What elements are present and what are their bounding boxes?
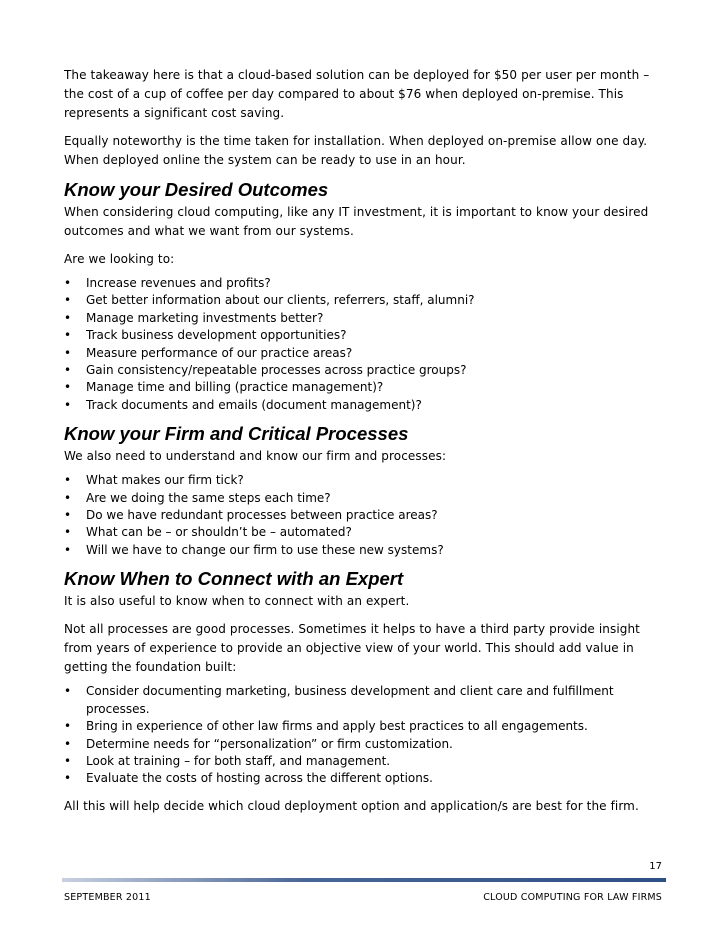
list-item	[64, 753, 664, 770]
paragraph-cost: The takeaway here is that a cloud-based solution can be deployed for $50 per user per month – the cost of a cup of coffee per day compared to about $76 when deployed on-premise. This represents a significant cost saving.	[64, 68, 650, 120]
list-item	[64, 397, 664, 414]
heading-desired-outcomes: Know your Desired Outcomes	[64, 179, 329, 200]
list-item	[64, 770, 664, 787]
list-item-text: Increase revenues and profits?	[86, 276, 271, 290]
list-item	[64, 542, 664, 559]
list-item	[64, 310, 664, 327]
expert-body: Not all processes are good processes. Sometimes it helps to have a third party provide insight from years of experience to provide an objective view of your world. This should add value in getting the foundation built:	[64, 622, 640, 675]
list-item-text: What can be – or shouldn’t be – automated?	[86, 525, 352, 540]
bullet-icon: •	[64, 310, 72, 325]
bullet-icon: •	[64, 380, 72, 395]
expert-closing: All this will help decide which cloud deployment option and application/s are best for the firm.	[64, 798, 639, 813]
bullet-icon: •	[64, 490, 72, 505]
bullet-icon: •	[64, 508, 72, 523]
list-item-text: Get better information about our clients, referrers, staff, alumni?	[86, 293, 475, 308]
list-item	[64, 379, 664, 396]
bullet-icon: •	[64, 771, 72, 786]
list-item-text: Bring in experience of other law firms and apply best practices to all engagements.	[86, 719, 588, 734]
list-item-text: Look at training – for both staff, and management.	[86, 753, 391, 768]
bullet-icon: •	[64, 276, 72, 290]
bullet-icon: •	[64, 542, 72, 557]
list-item	[64, 490, 664, 507]
heading-expert: Know When to Connect with an Expert	[64, 568, 404, 590]
list-item-text: Measure performance of our practice areas?	[86, 345, 353, 360]
footer-date: SEPTEMBER 2011	[64, 892, 151, 903]
list-item	[64, 507, 664, 524]
list-item	[64, 472, 664, 489]
bullet-icon: •	[64, 525, 72, 540]
list-item	[64, 292, 664, 309]
footer-title: CLOUD COMPUTING FOR LAW FIRMS	[483, 892, 662, 903]
outcomes-intro: When considering cloud computing, like any IT investment, it is important to know your desired outcomes and what we want from our systems.	[64, 205, 649, 238]
list-item-text: Manage time and billing (practice management)?	[86, 380, 384, 395]
paragraph-installation: Equally noteworthy is the time taken for installation. When deployed on-premise allow one day. When deployed online the system can be ready to use in an hour.	[64, 134, 648, 167]
list-item	[64, 275, 664, 292]
list-item-text: Track documents and emails (document management)?	[86, 397, 422, 412]
heading-firm-processes: Know your Firm and Critical Processes	[64, 423, 409, 445]
bullet-icon: •	[64, 328, 72, 343]
bullet-icon: •	[64, 736, 72, 751]
list-item-text: What makes our firm tick?	[86, 473, 244, 488]
page-content	[64, 66, 664, 825]
list-item-text: Do we have redundant processes between practice areas?	[86, 508, 438, 523]
bullet-icon: •	[64, 753, 72, 768]
list-item	[64, 736, 664, 753]
list-item-text: Will we have to change our firm to use these new systems?	[86, 542, 444, 557]
firm-list	[64, 472, 664, 559]
list-item	[64, 362, 664, 379]
list-item-text: Manage marketing investments better?	[86, 310, 324, 325]
expert-intro: It is also useful to know when to connect with an expert.	[64, 594, 410, 609]
list-item	[64, 327, 664, 344]
bullet-icon: •	[64, 345, 72, 360]
list-item-text: Consider documenting marketing, business development and client care and fulfillment processes.	[86, 684, 614, 716]
expert-list	[64, 683, 664, 787]
outcomes-list	[64, 275, 664, 414]
list-item-text: Evaluate the costs of hosting across the different options.	[86, 771, 433, 786]
list-item	[64, 718, 664, 735]
list-item	[64, 524, 664, 541]
footer-rule	[62, 878, 666, 882]
list-item-text: Are we doing the same steps each time?	[86, 490, 331, 505]
firm-intro: We also need to understand and know our firm and processes:	[64, 449, 447, 464]
list-item-text: Determine needs for “personalization” or firm customization.	[86, 736, 453, 751]
page-number: 17	[649, 861, 662, 872]
list-item	[64, 683, 664, 718]
bullet-icon: •	[64, 397, 72, 412]
bullet-icon: •	[64, 473, 72, 488]
list-item-text: Track business development opportunities?	[86, 328, 347, 343]
bullet-icon: •	[64, 363, 72, 378]
bullet-icon: •	[64, 293, 72, 308]
bullet-icon: •	[64, 684, 72, 699]
outcomes-lead: Are we looking to:	[64, 252, 175, 266]
bullet-icon: •	[64, 719, 72, 734]
list-item-text: Gain consistency/repeatable processes across practice groups?	[86, 363, 467, 378]
list-item	[64, 345, 664, 362]
